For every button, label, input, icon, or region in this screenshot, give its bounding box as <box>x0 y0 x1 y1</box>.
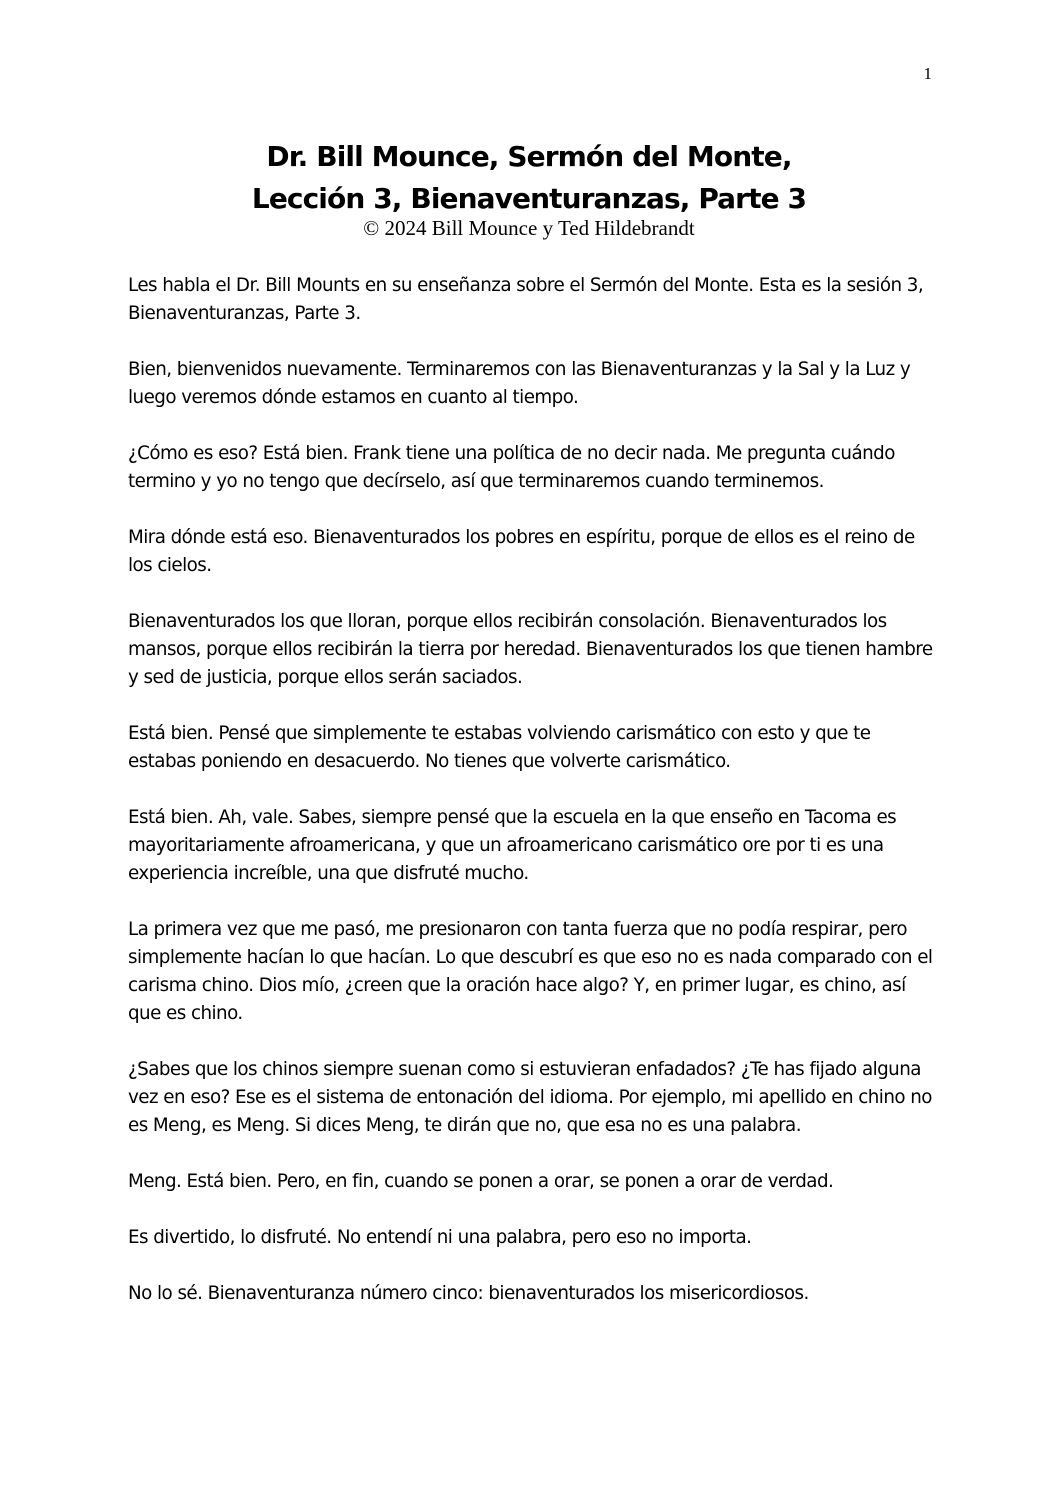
paragraph: ¿Sabes que los chinos siempre suenan como si estuvieran enfadados? ¿Te has fijado alguna vez en eso? Ese es el sistema de entonación del idioma. Por ejemplo, mi apellido en chino no es Meng, es Meng. Si dices Meng, te dirán que no, que esa no es una palabra. <box>128 1059 932 1136</box>
paragraph: No lo sé. Bienaventuranza número cinco: bienaventurados los misericordiosos. <box>128 1283 809 1304</box>
page-number: 1 <box>923 64 932 83</box>
paragraph: Es divertido, lo disfruté. No entendí ni una palabra, pero eso no importa. <box>128 1227 752 1248</box>
paragraph: Bienaventurados los que lloran, porque ellos recibirán consolación. Bienaventurados los mansos, porque ellos recibirán la tierra por heredad. Bienaventurados los que tienen hambre y sed de justicia, porque ellos serán saciados. <box>128 611 933 688</box>
paragraph: Meng. Está bien. Pero, en fin, cuando se ponen a orar, se ponen a orar de verdad. <box>128 1171 834 1192</box>
paragraph: Está bien. Pensé que simplemente te estabas volviendo carismático con esto y que te estabas poniendo en desacuerdo. No tienes que volverte carismático. <box>128 723 871 772</box>
title-block <box>128 136 930 240</box>
copyright-line: © 2024 Bill Mounce y Ted Hildebrandt <box>363 216 695 240</box>
document-title-line-1: Dr. Bill Mounce, Sermón del Monte, <box>266 140 792 173</box>
paragraph: Mira dónde está eso. Bienaventurados los pobres en espíritu, porque de ellos es el reino de los cielos. <box>128 527 915 576</box>
body-text <box>128 272 938 1336</box>
paragraph: Bien, bienvenidos nuevamente. Terminaremos con las Bienaventuranzas y la Sal y la Luz y luego veremos dónde estamos en cuanto al tiempo. <box>128 359 911 408</box>
paragraph: ¿Cómo es eso? Está bien. Frank tiene una política de no decir nada. Me pregunta cuándo termino y yo no tengo que decírselo, así que terminaremos cuando terminemos. <box>128 443 895 492</box>
paragraph: La primera vez que me pasó, me presionaron con tanta fuerza que no podía respirar, pero simplemente hacían lo que hacían. Lo que descubrí es que eso no es nada comparado con el carisma chino. Dios mío, ¿creen que la oración hace algo? Y, en primer lugar, es chino, así que es chino. <box>128 919 933 1024</box>
paragraph: Está bien. Ah, vale. Sabes, siempre pensé que la escuela en la que enseño en Tacoma es mayoritariamente afroamericana, y que un afroamericano carismático ore por ti es una experiencia increíble, una que disfruté mucho. <box>128 807 897 884</box>
paragraph: Les habla el Dr. Bill Mounts en su enseñanza sobre el Sermón del Monte. Esta es la sesión 3, Bienaventuranzas, Parte 3. <box>128 275 924 324</box>
document-title-line-2: Lección 3, Bienaventuranzas, Parte 3 <box>251 182 807 215</box>
